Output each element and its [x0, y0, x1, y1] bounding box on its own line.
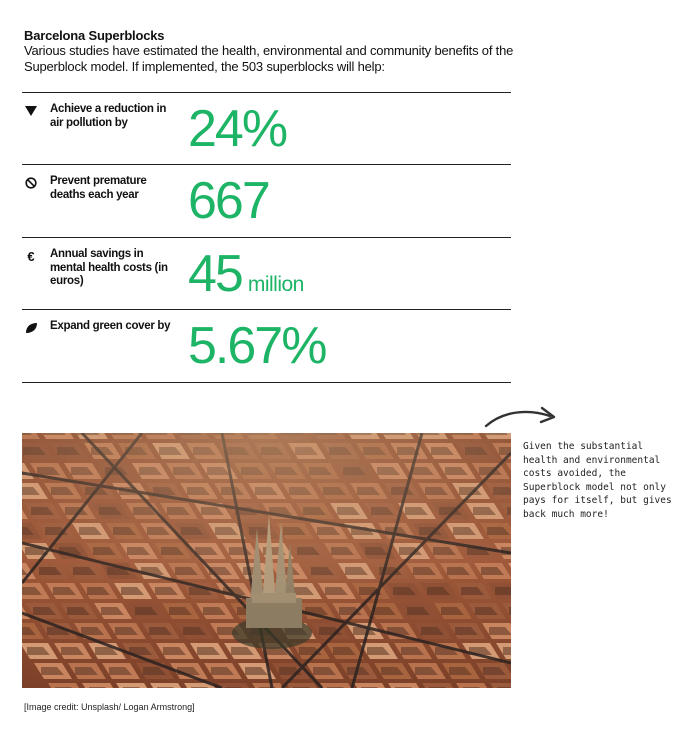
stat-air-pollution [22, 93, 511, 165]
stat-label: Achieve a reduction in air pollution by [50, 103, 167, 129]
stat-value: 667 [188, 172, 269, 230]
stat-value: 45 million [188, 245, 304, 303]
leaf-icon [24, 321, 38, 335]
stat-value: 24% [188, 100, 287, 158]
side-note: Given the substantial health and environmental costs avoided, the Superblock model not only pays for itself, but gives back much more! [523, 441, 672, 520]
euro-icon: € [27, 248, 35, 264]
aerial-city-photo [22, 433, 511, 688]
curved-arrow-icon [484, 402, 564, 430]
stat-value: 5.67% [188, 317, 326, 375]
stat-mental-health-savings [22, 238, 511, 310]
prohibited-icon [24, 176, 38, 190]
stat-label: Expand green cover by [50, 320, 171, 332]
stat-label: Prevent premature deaths each year [50, 175, 147, 201]
stat-label: Annual savings in mental health costs (in euros) [50, 248, 168, 287]
down-triangle-icon [24, 104, 38, 118]
stat-green-cover [22, 310, 511, 383]
image-credit: [Image credit: Unsplash/ Logan Armstrong] [24, 702, 195, 712]
stat-premature-deaths [22, 165, 511, 238]
stats-list [22, 92, 511, 383]
intro-paragraph: Various studies have estimated the health, environmental and community benefits of the Superblock model. If implemented, the 503 superblocks will help: [24, 43, 514, 74]
page-title: Barcelona Superblocks [24, 28, 165, 43]
stat-unit: million [247, 273, 304, 296]
